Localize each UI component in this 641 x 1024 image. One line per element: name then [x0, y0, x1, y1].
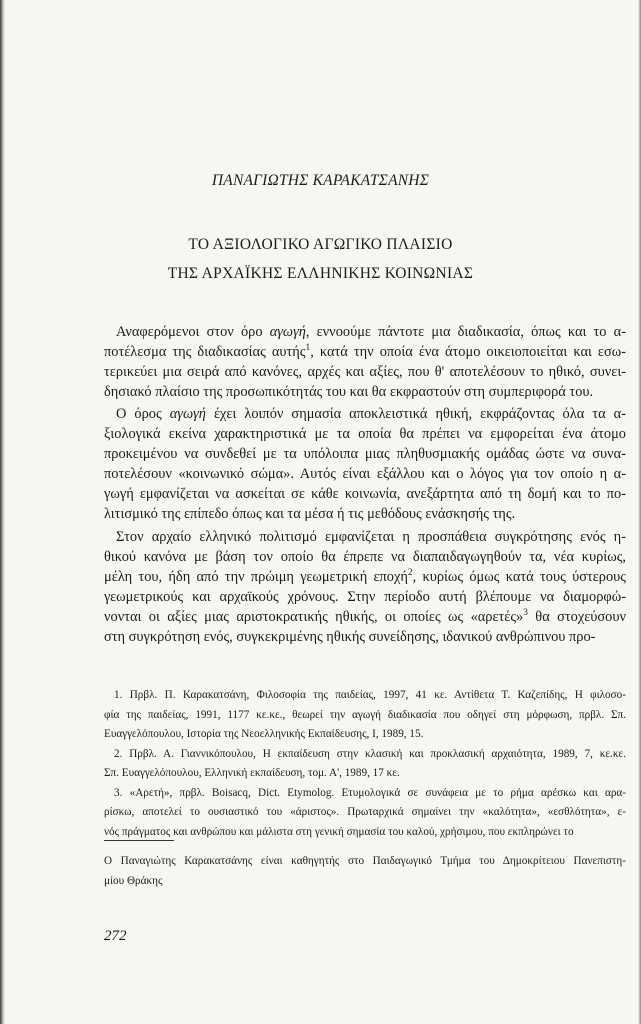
text-line: τερικεύει μια σειρά από κανόνες, αρχές και αξίες, που θ' αποτελέσουν το ηθικό, συνει- [104, 364, 626, 381]
article-title-line-1: ΤΟ ΑΞΙΟΛΟΓΙΚΟ ΑΓΩΓΙΚΟ ΠΛΑΙΣΙΟ [188, 236, 453, 253]
footnotes [104, 686, 626, 842]
footnote-line: Ευαγγελόπουλου, Ιστορία της Νεοελληνικής Εκπαίδευσης, Ι, 1989, 15. [104, 728, 424, 740]
paragraph-2 [104, 404, 626, 525]
author-note-line: μίου Θράκης [104, 874, 163, 887]
footnote-line: 2. Πρβλ. Α. Γιαννικόπουλου, Η εκπαίδευση στην κλασική και προκλασική αρχαιότητα, 1989, 7, κε.κε. [114, 747, 626, 760]
text-line: γεωμετρικούς και αρχαϊκούς χρόνους. Στην περίοδο αυτή βλέπουμε να διαμορφώ- [104, 589, 626, 606]
text-line: ποτέλεσμα της διαδικασίας αυτής$^1$, κατά την οποία ένα άτομο οικειοποιείται και εσω- [104, 343, 626, 361]
text-line: γωγή εμφανίζεται να ασκείται σε κάθε κοινωνία, ανεξάρτητα από τη δομή και το πο- [104, 486, 626, 503]
footnote-marker: 1 [305, 343, 311, 354]
text-line: δησιακό πλαίσιο της προσωπικότητάς του και θα εκφραστούν στη συμπεριφορά του. [104, 384, 594, 401]
text-line: Αναφερόμενοι στον όρο αγωγή, εννοούμε πάντοτε μια διαδικασία, όπως και το α- [116, 324, 626, 340]
footnote-line: Σπ. Ευαγγελόπουλου, Ελληνική εκπαίδευση, τομ. Α', 1989, 17 κε. [104, 767, 400, 779]
text-line: νονται οι αξίες μιας αριστοκρατικής ηθικής, οι οποίες ως «αρετές»$^3$ θα στοχεύσουν [104, 608, 626, 626]
footnote-2 [104, 745, 626, 784]
footnote-line: φία της παιδείας, 1991, 1177 κε.κε., θεωρεί την αγωγή διαδικασία που οδηγεί στη μόρφωση, πρβλ. Σπ. [104, 708, 626, 721]
text-line: Στον αρχαίο ελληνικό πολιτισμό εμφανίζεται η προσπάθεια συγκρότησης ενός η- [116, 529, 626, 545]
author-name: ΠΑΝΑΓΙΩΤΗΣ ΚΑΡΑΚΑΤΣΑΝΗΣ [211, 172, 430, 189]
paragraph-3 [104, 527, 626, 648]
footnote-1 [104, 686, 626, 745]
emphasized-term: αγωγή [169, 406, 206, 422]
text-line: ξιολογικά εκείνα χαρακτηριστικά με τα οποία θα πρέπει να εμφορείται ένα άτομο [104, 426, 626, 443]
footnote-line: 3. «Αρετή», πρβλ. Boisacq, Dict. Etymolog. Ετυμολογικά σε συνάφεια με το ρήμα αρέσκω και αρα- [114, 786, 626, 799]
emphasized-term: αγωγή [269, 324, 306, 340]
footnote-marker: 3 [523, 608, 528, 619]
text-line: στη συγκρότηση ενός, συγκεκριμένης ηθικής συνείδησης, ιδανικού ανθρώπινου προ- [104, 629, 596, 646]
footnote-line: νός πράγματος και ανθρώπου και μάλιστα στη γενική σημασία του καλού, χρήσιμου, που εκπληρώνει το [104, 825, 574, 838]
footnote-line: 1. Πρβλ. Π. Καρακατσάνη, Φιλοσοφία της παιδείας, 1997, 41 κε. Αντίθετα Τ. Καζεπίδης, Η φιλοσο- [114, 689, 626, 701]
text-line: ποτελέσουν «κοινωνικό σώμα». Αυτός είναι εξάλλου και ο λόγος για τον οποίο η α- [104, 466, 626, 483]
author-note [104, 852, 626, 891]
text-line: προκειμένου να συνδεθεί με τα υπόλοιπα μιας πληθυσμιακής ομάδας ώστε να συνα- [104, 446, 626, 463]
author-note-line: Ο Παναγιώτης Καρακατσάνης είναι καθηγητής στο Παιδαγωγικό Τμήμα του Δημοκρίτειου Πανεπιστη- [104, 855, 626, 867]
paragraph-1 [104, 322, 626, 402]
text-line: θικού κανόνα με βάση τον οποίο θα έπρεπε να διαπαιδαγωγηθούν τα, νέα κυρίως, [104, 549, 626, 566]
scan-edge-left [0, 0, 5, 1024]
footnote-marker: 2 [407, 568, 413, 579]
footnote-3 [104, 784, 626, 843]
text-line: μέλη του, ήδη από την πρώιμη γεωμετρική εποχή$^2$, κυρίως όμως κατά τους ύστερους [104, 568, 626, 586]
text-line: Ο όρος αγωγή έχει λοιπόν σημασία αποκλειστικά ηθική, εκφράζοντας όλα τα α- [116, 406, 626, 422]
footnote-line: ρίσκω, αποτελεί το ουσιαστικό του «άριστος». Πρωταρχικά σημαίνει την «καλότητα», «εσθλότητα», ε- [104, 806, 626, 818]
footnote-separator [104, 840, 174, 841]
text-line: λιτισμικό της επίπεδο όπως και τα μέσα ή τις μεθόδους ενάσκησής της. [104, 506, 516, 523]
page-number: 272 [104, 928, 127, 944]
article-title-line-2: ΤΗΣ ΑΡΧΑΪΚΗΣ ΕΛΛΗΝΙΚΗΣ ΚΟΙΝΩΝΙΑΣ [167, 265, 474, 282]
